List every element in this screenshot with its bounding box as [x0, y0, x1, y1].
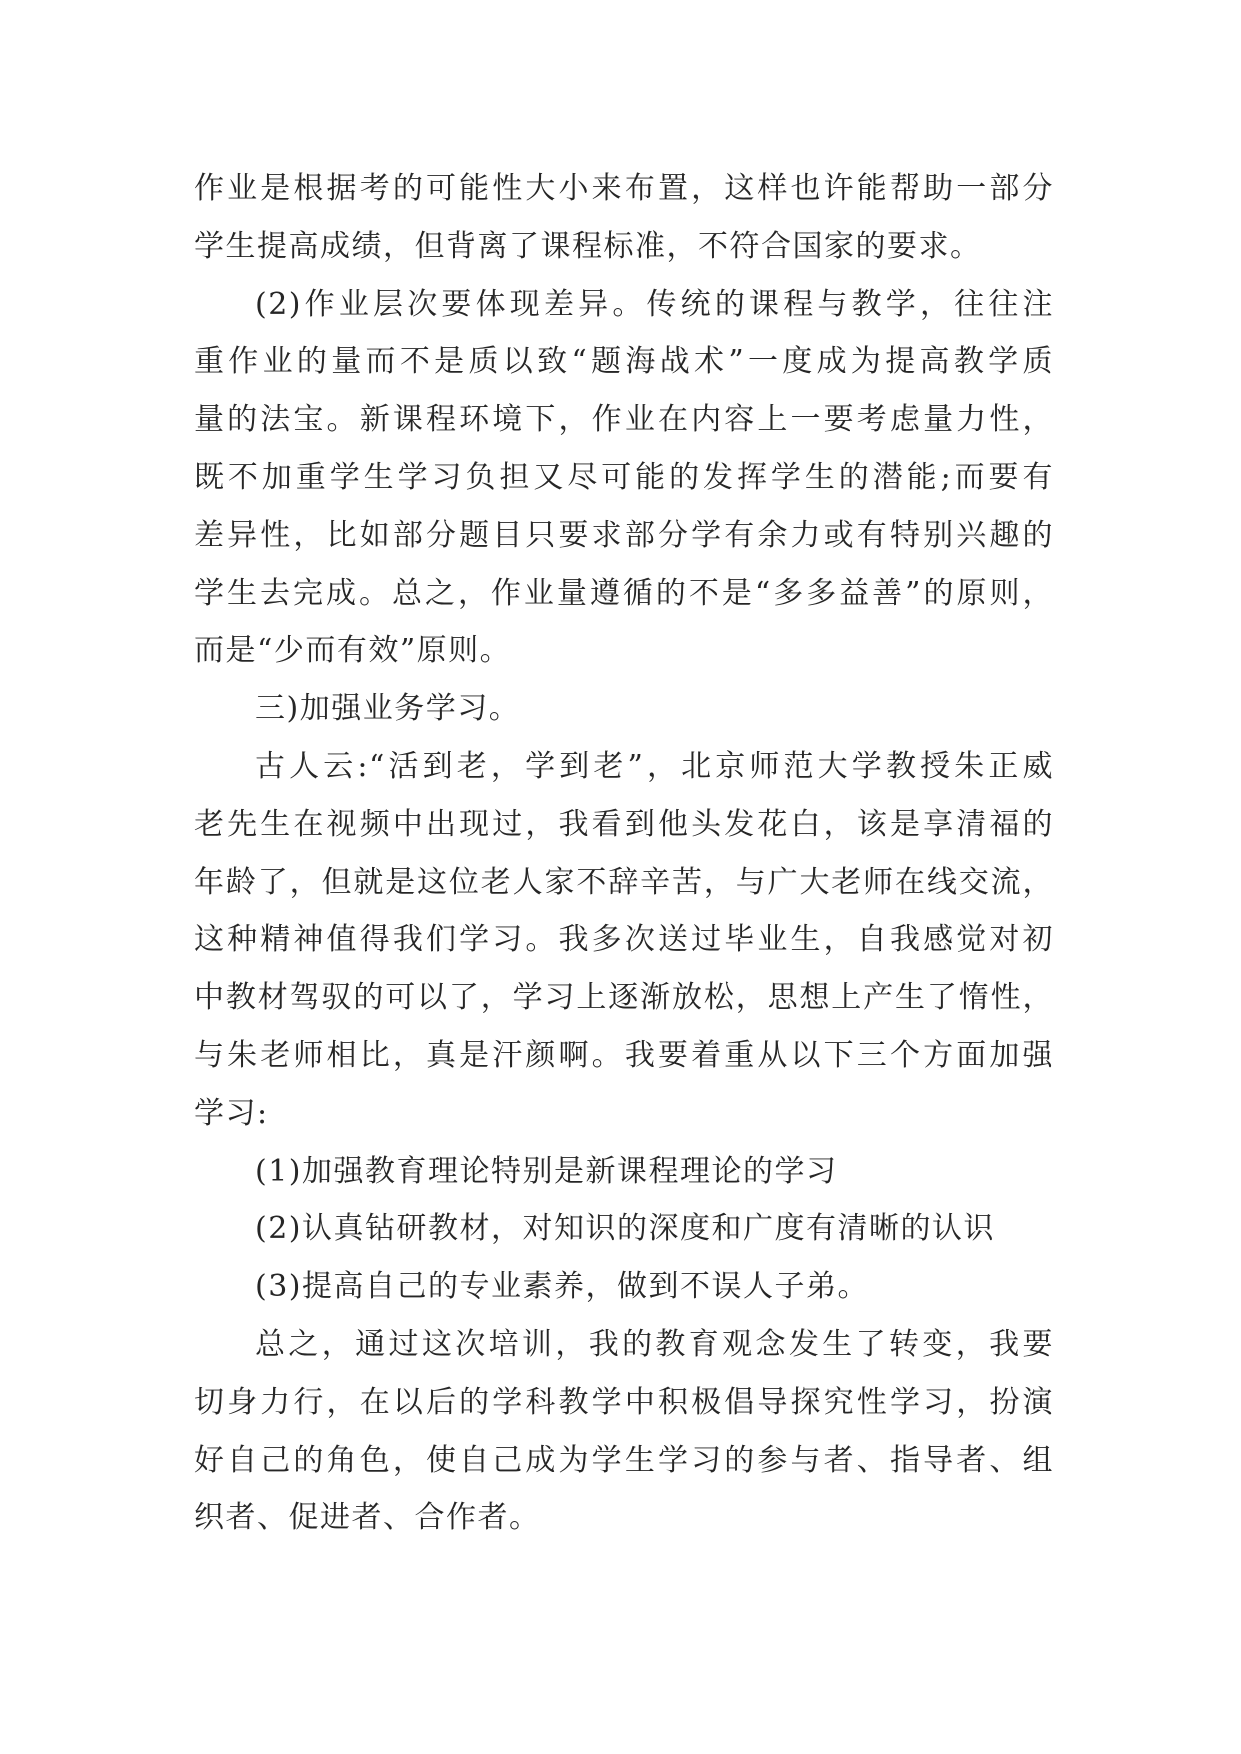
text-line: (2)认真钻研教材，对知识的深度和广度有清晰的认识 — [255, 1211, 995, 1247]
text-line: 好自己的角色，使自己成为学生学习的参与者、指导者、组 — [194, 1442, 1054, 1478]
text-line: 学生去完成。总之，作业量遵循的不是“多多益善”的原则， — [194, 575, 1054, 611]
text-line: 学习: — [194, 1095, 269, 1131]
text-line: 而是“少而有效”原则。 — [194, 633, 512, 669]
text-line: 重作业的量而不是质以致“题海战术”一度成为提高教学质 — [194, 344, 1054, 380]
text-line: 与朱老师相比，真是汗颜啊。我要着重从以下三个方面加强 — [194, 1037, 1054, 1073]
text-line: 年龄了，但就是这位老人家不辞辛苦，与广大老师在线交流， — [194, 864, 1054, 900]
text-line: 这种精神值得我们学习。我多次送过毕业生，自我感觉对初 — [194, 922, 1054, 958]
document-body — [194, 160, 1054, 1547]
text-line: 切身力行，在以后的学科教学中积极倡导探究性学习，扮演 — [194, 1384, 1054, 1420]
text-line: 差异性，比如部分题目只要求部分学有余力或有特别兴趣的 — [194, 517, 1054, 553]
text-line: 织者、促进者、合作者。 — [194, 1500, 541, 1536]
text-line: 总之，通过这次培训，我的教育观念发生了转变，我要 — [255, 1326, 1054, 1362]
text-line: 三)加强业务学习。 — [255, 691, 521, 727]
text-line: 量的法宝。新课程环境下，作业在内容上一要考虑量力性， — [194, 402, 1054, 438]
text-line: 作业是根据考的可能性大小来布置，这样也许能帮助一部分 — [194, 171, 1054, 206]
text-line: 老先生在视频中出现过，我看到他头发花白，该是享清福的 — [194, 806, 1054, 842]
text-line: (1)加强教育理论特别是新课程理论的学习 — [255, 1153, 838, 1189]
text-line: (2)作业层次要体现差异。传统的课程与教学，往往注 — [255, 286, 1054, 322]
text-line: (3)提高自己的专业素养，做到不误人子弟。 — [255, 1269, 869, 1305]
text-line: 既不加重学生学习负担又尽可能的发挥学生的潜能;而要有 — [194, 459, 1054, 495]
text-line: 中教材驾驭的可以了，学习上逐渐放松，思想上产生了惰性， — [194, 980, 1054, 1016]
text-line: 古人云:“活到老，学到老”，北京师范大学教授朱正威 — [255, 748, 1054, 784]
text-line: 学生提高成绩，但背离了课程标准，不符合国家的要求。 — [194, 228, 982, 264]
